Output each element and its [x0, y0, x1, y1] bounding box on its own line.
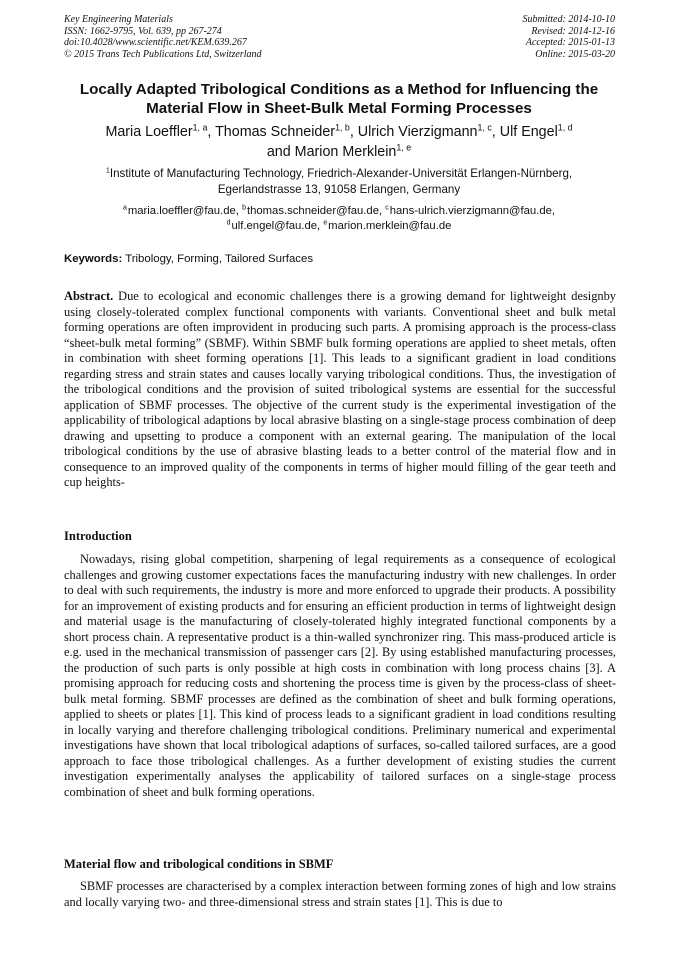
- paper-title: [40, 80, 638, 118]
- email-link[interactable]: thomas.schneider@fau.de,: [246, 205, 383, 217]
- email-link[interactable]: hans-ulrich.vierzigmann@fau.de,: [389, 205, 556, 217]
- section2-text: SBMF processes are characterised by a complex interaction between forming zones of high and low strains and locally varying two- and three-dimensional stress and strain states [1]. This is due to: [64, 879, 616, 909]
- abstract-text: Due to ecological and economic challenges there is a growing demand for lightweight designby using closely-tolerated complex functional components with variants. Conventional sheet and bulk metal forming operations are often improvident in producing such parts. A promising approach is the process-class “sheet-bulk metal forming” (SBMF). Within SBMF bulk forming operations are applied to sheet metals, often in combination with sheet forming operations [1]. This leads to a significant gradient in load conditions regarding stress and strain states and causes locally varying tribological conditions. Thus, the investigation of the tribological conditions and the provision of suited tribological systems are essential for the successful application of SBMF processes. The objective of the current study is the experimental investigation of the applicability of tribological adaptions by local abrasive blasting on a single-stage process combination of deep drawing and upsetting to produce a component with an external gearing. The manipulation of the local tribological conditions by the use of abrasive blasting leads to a better control of the material flow and in consequence to an improved quality of the components in terms of higher mould filling of the gear teeth and cup heights-: [64, 289, 616, 489]
- author-name: Ulrich Vierzigmann: [357, 124, 478, 140]
- author-sup: 1, d: [557, 122, 573, 133]
- journal-copyright: © 2015 Trans Tech Publications Ltd, Switzerland: [64, 48, 262, 60]
- author-sup: 1, b: [335, 122, 350, 133]
- date-revised: Revised: 2014-12-16: [531, 25, 615, 37]
- author-sup: 1, c: [477, 122, 492, 133]
- email-link[interactable]: maria.loeffler@fau.de,: [127, 205, 239, 217]
- keywords-text: Tribology, Forming, Tailored Surfaces: [125, 253, 314, 265]
- author-sup: 1, a: [192, 122, 208, 133]
- email-list: $^a$ maria.loeffler@fau.de, $^b$ thomas.schneider@fau.de, $^c$ hans-ulrich.vierzigmann@fau.de, $^d$ ulf.engel@fau.de, $^e$ marion.merklein@fau.de: [122, 204, 556, 232]
- title-line-1: Locally Adapted Tribological Conditions as a Method for Influencing the: [79, 81, 599, 98]
- author-name: Maria Loeffler: [105, 124, 193, 140]
- abstract: [64, 289, 616, 491]
- date-submitted: Submitted: 2014-10-10: [522, 14, 615, 25]
- publication-dates: [523, 14, 616, 60]
- author-sup: 1, e: [396, 142, 412, 153]
- author-list: [40, 122, 638, 162]
- keywords: [64, 253, 616, 265]
- date-online: Online: 2015-03-20: [535, 48, 615, 60]
- journal-info: [64, 14, 262, 60]
- journal-name: Key Engineering Materials: [64, 14, 173, 25]
- journal-issn: ISSN: 1662-9795, Vol. 639, pp 267-274: [64, 25, 222, 37]
- author-name: and Marion Merklein: [266, 144, 397, 160]
- date-accepted: Accepted: 2015-01-13: [525, 37, 615, 48]
- author-name: Ulf Engel: [499, 124, 558, 140]
- abstract-label: Abstract.: [64, 289, 114, 303]
- introduction-text: Nowadays, rising global competition, sharpening of legal requirements as a consequence of ecological challenges and growing customer expectations faces the manufacturing industry with new challenges. In order to deal with such requirements, the industry is more and more enforced to upgrade their products. A possibility for an improvement of existing products and for ensuring an efficient production in terms of lightweight design and material usage is the manufacturing of closely-tolerated highly integrated functional components by a short process chain. A representative product is a thin-walled synchronizer ring. This mass-produced article is e.g. used in the mechanical transmission of passenger cars [2]. By using established manufacturing processes, the production of such parts is only possible at high costs in combination with long process chains [3]. A promising approach for reducing costs and shortening the process time is given by the process-class of sheet-bulk metal forming. SBMF processes are defined as the combination of sheet and bulk forming operations, applied to sheets or plates [1]. This kind of process leads to a significant gradient in load conditions resulting in locally varying and therefore challenging tribological conditions. Preliminary numerical and experimental investigations have shown that local tribological adaptions of surfaces, so-called tailored surfaces, are a good approach to face those tribological challenges. As a further development of existing studies the current investigation experimentally analyses the applicability of tailored surfaces on a single-stage process combination of sheet and bulk forming operations.: [64, 552, 616, 799]
- email-link[interactable]: marion.merklein@fau.de: [328, 220, 452, 232]
- affiliation-line-2: Egerlandstrasse 13, 91058 Erlangen, Germany: [217, 183, 461, 196]
- affiliation: [40, 166, 638, 198]
- journal-doi[interactable]: doi:10.4028/www.scientific.net/KEM.639.267: [64, 37, 247, 48]
- section-heading-material-flow: Material flow and tribological conditions in SBMF: [64, 857, 334, 871]
- title-line-2: Material Flow in Sheet-Bulk Metal Forming Processes: [146, 100, 532, 117]
- author-line-1: Maria Loeffler$^{1, a}$, Thomas Schneider$^{1, b}$, Ulrich Vierzigmann$^{1, c}$, Ulf Engel$^{1, d}$: [105, 122, 573, 140]
- affiliation-line-1: Institute of Manufacturing Technology, Friedrich-Alexander-Universität Erlangen-Nürnberg,: [109, 167, 573, 180]
- email-link[interactable]: ulf.engel@fau.de,: [231, 220, 321, 232]
- author-line-2: [40, 142, 638, 162]
- section-heading-introduction: Introduction: [64, 529, 132, 543]
- author-name: Thomas Schneider: [215, 124, 336, 140]
- keywords-label: Keywords:: [64, 253, 123, 265]
- affiliation-sup: 1: [105, 165, 110, 175]
